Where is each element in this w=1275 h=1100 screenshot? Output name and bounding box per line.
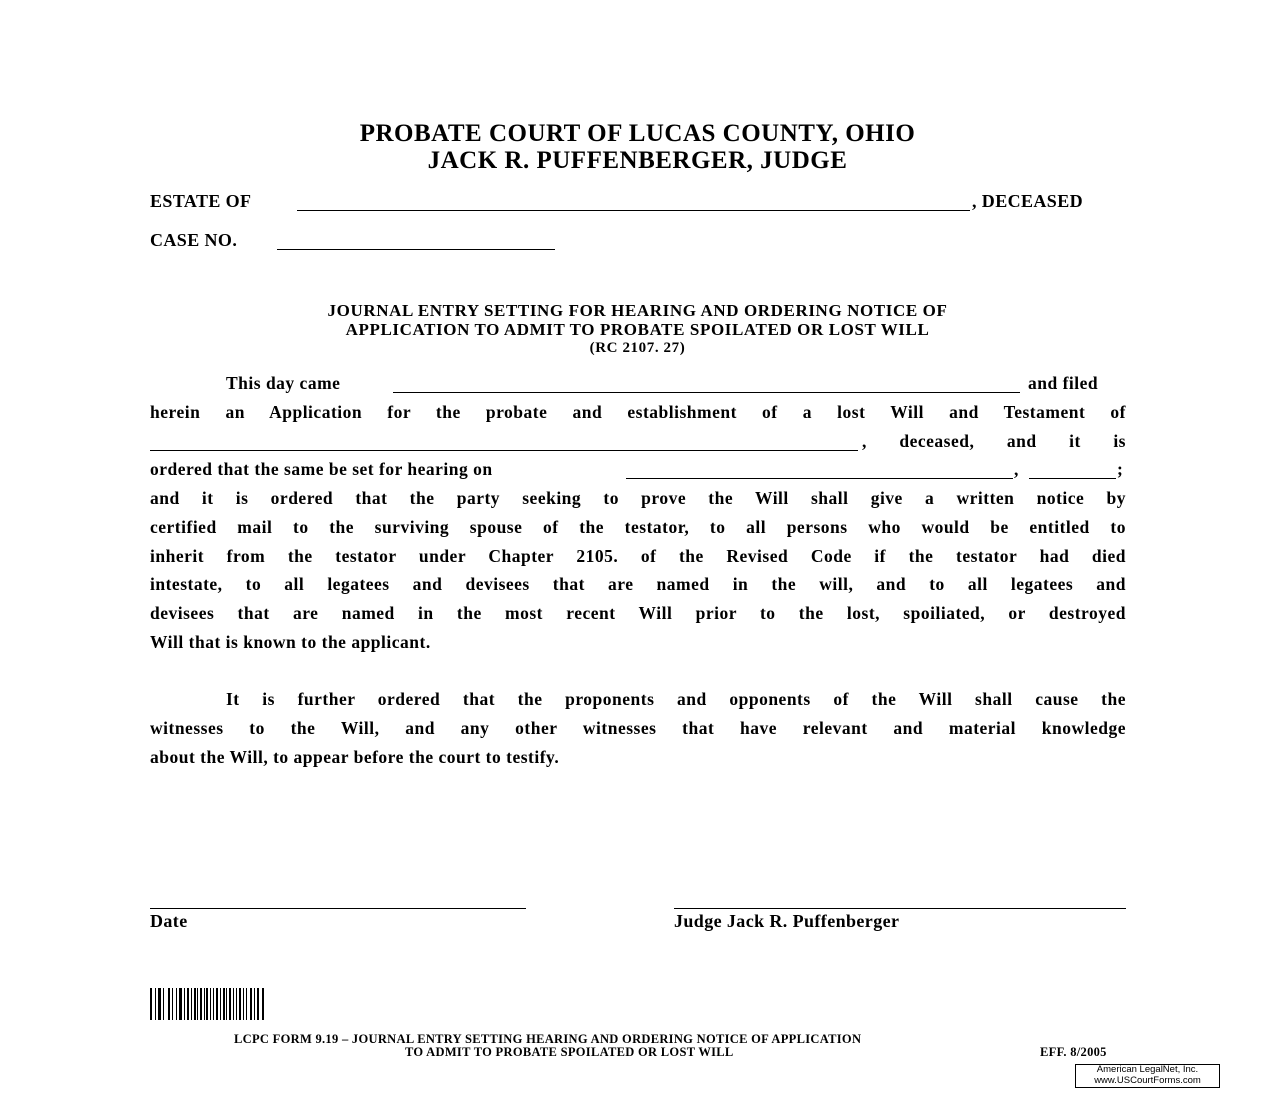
body-line-9: devisees that are named in the most recent Will prior to the lost, spoiliated, or destroyed (150, 603, 1126, 623)
hearing-year-field[interactable] (1029, 478, 1116, 479)
body-line-5: and it is ordered that the party seeking to prove the Will shall give a written notice by (150, 488, 1126, 508)
court-name: PROBATE COURT OF LUCAS COUNTY, OHIO (359, 120, 916, 147)
body-line-2: herein an Application for the probate and establishment of a lost Will and Testament of (150, 402, 1126, 422)
judge-name: JACK R. PUFFENBERGER, JUDGE (427, 147, 848, 174)
body-p2-line-1: It is further ordered that the proponents and opponents of the Will shall cause the (226, 689, 1126, 709)
body-p2-line-2: witnesses to the Will, and any other witnesses that have relevant and material knowledge (150, 718, 1126, 738)
body-semicolon: ; (1117, 459, 1123, 479)
deceased-label: , DECEASED (972, 191, 1084, 211)
entry-heading-line2: APPLICATION TO ADMIT TO PROBATE SPOILATED OR LOST WILL (345, 320, 930, 339)
judge-signature-line[interactable] (674, 908, 1126, 909)
footer-form-title-line2: TO ADMIT TO PROBATE SPOILATED OR LOST WILL (405, 1045, 734, 1059)
body-comma: , (1014, 459, 1019, 479)
statute-reference: (RC 2107. 27) (589, 340, 686, 356)
case-number-label: CASE NO. (150, 230, 238, 250)
body-line-8: intestate, to all legatees and devisees that are named in the will, and to all legatees and (150, 574, 1126, 594)
footer-effective-date: EFF. 8/2005 (1040, 1045, 1107, 1059)
date-signature-line[interactable] (150, 908, 526, 909)
date-label: Date (150, 911, 188, 931)
body-p2-line-3: about the Will, to appear before the court to testify. (150, 747, 560, 767)
applicant-name-field[interactable] (393, 392, 1020, 393)
estate-label: ESTATE OF (150, 191, 252, 211)
publisher-stamp (1075, 1064, 1220, 1088)
body-deceased-and-it-is: , deceased, and it is (862, 431, 1126, 451)
form-barcode (150, 988, 264, 1020)
estate-name-field[interactable] (297, 210, 970, 211)
body-line-6: certified mail to the surviving spouse of the testator, to all persons who would be entitled to (150, 517, 1126, 537)
publisher-name: American LegalNet, Inc. (1096, 1064, 1199, 1075)
judge-signature-label: Judge Jack R. Puffenberger (674, 911, 900, 931)
hearing-date-field[interactable] (626, 478, 1013, 479)
entry-heading-line1: JOURNAL ENTRY SETTING FOR HEARING AND ORDERING NOTICE OF (327, 301, 948, 320)
publisher-url[interactable]: www.USCourtForms.com (1094, 1074, 1201, 1086)
footer-form-title-line1: LCPC FORM 9.19 – JOURNAL ENTRY SETTING HEARING AND ORDERING NOTICE OF APPLICATION (234, 1032, 862, 1046)
body-this-day-came: This day came (226, 373, 341, 393)
body-and-filed: and filed (1028, 373, 1099, 393)
body-line-10: Will that is known to the applicant. (150, 632, 431, 652)
testator-name-field[interactable] (150, 450, 858, 451)
body-ordered-hearing: ordered that the same be set for hearing on (150, 459, 493, 479)
case-number-field[interactable] (277, 249, 555, 250)
body-line-7: inherit from the testator under Chapter 2105. of the Revised Code if the testator had died (150, 546, 1126, 566)
